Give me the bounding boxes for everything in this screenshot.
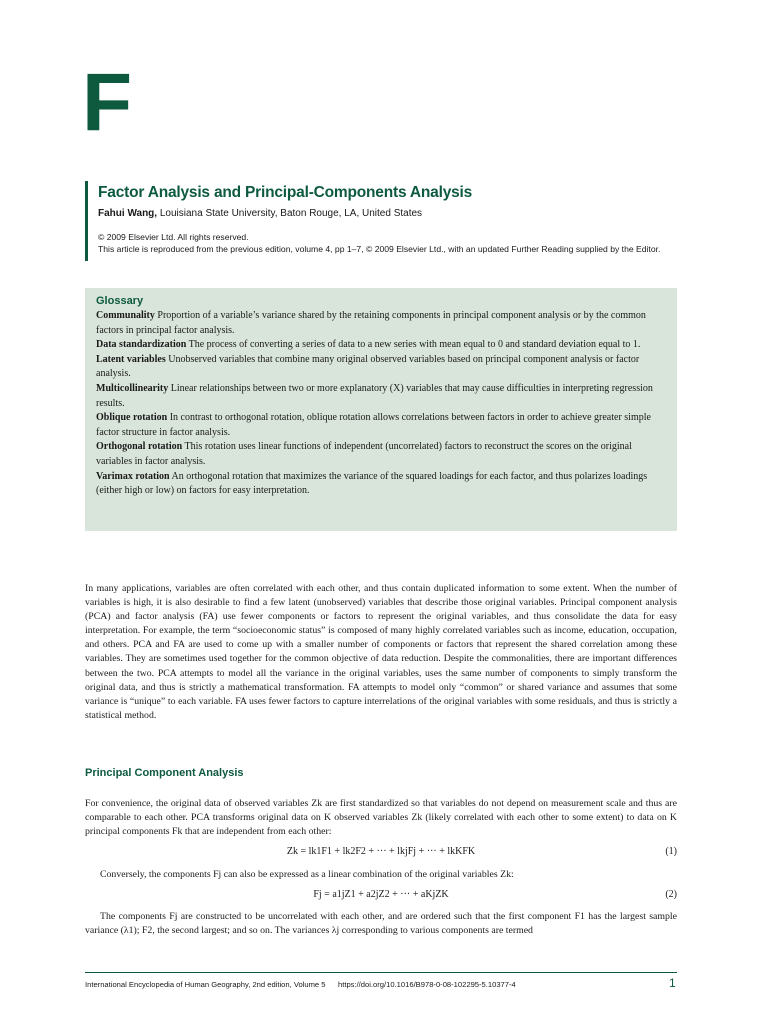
author-line xyxy=(98,208,685,219)
glossary-entry xyxy=(96,411,666,440)
author-name: Fahui Wang, xyxy=(98,208,158,219)
glossary-term: Data standardization xyxy=(96,339,187,351)
glossary-entry xyxy=(96,338,666,353)
glossary-entry xyxy=(96,353,666,382)
glossary-term: Varimax rotation xyxy=(96,470,170,482)
glossary-entry xyxy=(96,440,666,469)
equation-1-formula: Zk = lk1F1 + lk2F2 + ··· + lkjFj + ··· + lkKFK xyxy=(286,846,476,857)
equation-1-number: (1) xyxy=(665,846,677,857)
glossary-term: Multicollinearity xyxy=(96,382,169,394)
glossary-definition: Proportion of a variable’s variance shared by the retaining components in principal component analysis or by the common factors in principal factor analysis. xyxy=(96,310,646,336)
glossary-title: Glossary xyxy=(96,295,144,307)
footer-rule xyxy=(85,972,677,973)
article-header xyxy=(85,181,685,261)
components-paragraph: The components Fj are constructed to be uncorrelated with each other, and are ordered such that the first component F1 has the largest sample variance (λ1); F2, the second largest; and so on. The variances λj corresponding to various components are termed xyxy=(85,911,677,937)
glossary-definition: In contrast to orthogonal rotation, oblique rotation allows correlations between factors in order to achieve greater simple factor structure in factor analysis. xyxy=(96,412,651,438)
pca-paragraph: For convenience, the original data of observed variables Zk are first standardized so that variables do not depend on measurement scale and thus are comparable to each other. PCA transforms original data on K observed variables Zk (likely correlated with each other to some extent) to data on K principal components Fk that are independent from each other: xyxy=(85,798,677,838)
glossary-definition: An orthogonal rotation that maximizes the variance of the squared loadings for each factor, and thus polarizes loadings (either high or low) on factors for easy interpretation. xyxy=(96,470,648,497)
reproduced-note: This article is reproduced from the previous edition, volume 4, pp 1–7, © 2009 Elsevier Ltd., with an updated Further Reading supplied by the Editor. xyxy=(98,244,661,254)
glossary-term: Latent variables xyxy=(96,353,166,365)
footer-publication: International Encyclopedia of Human Geography, 2nd edition, Volume 5 xyxy=(85,980,326,989)
author-affiliation: Louisiana State University, Baton Rouge, LA, United States xyxy=(157,208,423,219)
chapter-letter: F xyxy=(82,57,133,148)
footer-doi: https://doi.org/10.1016/B978-0-08-102295-5.10377-4 xyxy=(338,980,516,989)
equation-2 xyxy=(85,889,677,905)
equation-2-number: (2) xyxy=(665,889,677,900)
section-heading: Principal Component Analysis xyxy=(85,767,244,779)
glossary-definition: Linear relationships between two or more explanatory (X) variables that may cause difficulties in interpreting regression results. xyxy=(96,382,653,409)
copyright-notice: © 2009 Elsevier Ltd. All rights reserved. xyxy=(98,232,249,242)
glossary-entry xyxy=(96,309,666,338)
equation-1 xyxy=(85,846,677,862)
equation-2-formula: Fj = a1jZ1 + a2jZ2 + ··· + aKjZK xyxy=(313,889,449,900)
glossary-term: Communality xyxy=(96,310,155,321)
glossary-definition: Unobserved variables that combine many original observed variables based on principal component analysis or factor analysis. xyxy=(96,353,640,380)
glossary-definition: This rotation uses linear functions of independent (uncorrelated) factors to reconstruct the scores on the original variables in factor analysis. xyxy=(96,441,632,467)
glossary-box xyxy=(85,288,677,531)
glossary-term: Oblique rotation xyxy=(96,412,168,424)
glossary-entry xyxy=(96,382,666,411)
glossary-definition: The process of converting a series of data to a new series with mean equal to 0 and standard deviation equal to 1. xyxy=(186,339,641,351)
conversely-line: Conversely, the components Fj can also be expressed as a linear combination of the original variables Zk: xyxy=(100,869,514,880)
page-number: 1 xyxy=(669,976,676,990)
article-title: Factor Analysis and Principal-Components Analysis xyxy=(98,184,473,201)
intro-paragraph: In many applications, variables are often correlated with each other, and thus contain duplicated information to some extent. When the number of variables is high, it is also desirable to find a few latent (unobserved) variables that describe those original variables. Principal component analysis (PCA) and factor analysis (FA) use fewer components or factors to represent the original variables, and thus consolidate the data for easy interpretation. For example, the term “socioeconomic status” is composed of many highly correlated variables such as income, education, occupation, and others. PCA and FA are used to come up with a smaller number of components or factors that represent the shared correlation among these variables. They are sometimes used together for the common objective of data reduction. Despite the commonalities, there are important differences between the two. PCA attempts to model all the variance in the original variables, uses the same number of components to simply transform the original data, and thus is strictly a mathematical transformation. FA attempts to model only “common” or shared variance and assumes that some variance is “unique” to each variable. FA uses fewer factors to capture interrelations of the original variables with some residuals, and thus is strictly a statistical method. xyxy=(85,583,677,721)
glossary-entry xyxy=(96,470,666,499)
glossary-term: Orthogonal rotation xyxy=(96,441,183,453)
